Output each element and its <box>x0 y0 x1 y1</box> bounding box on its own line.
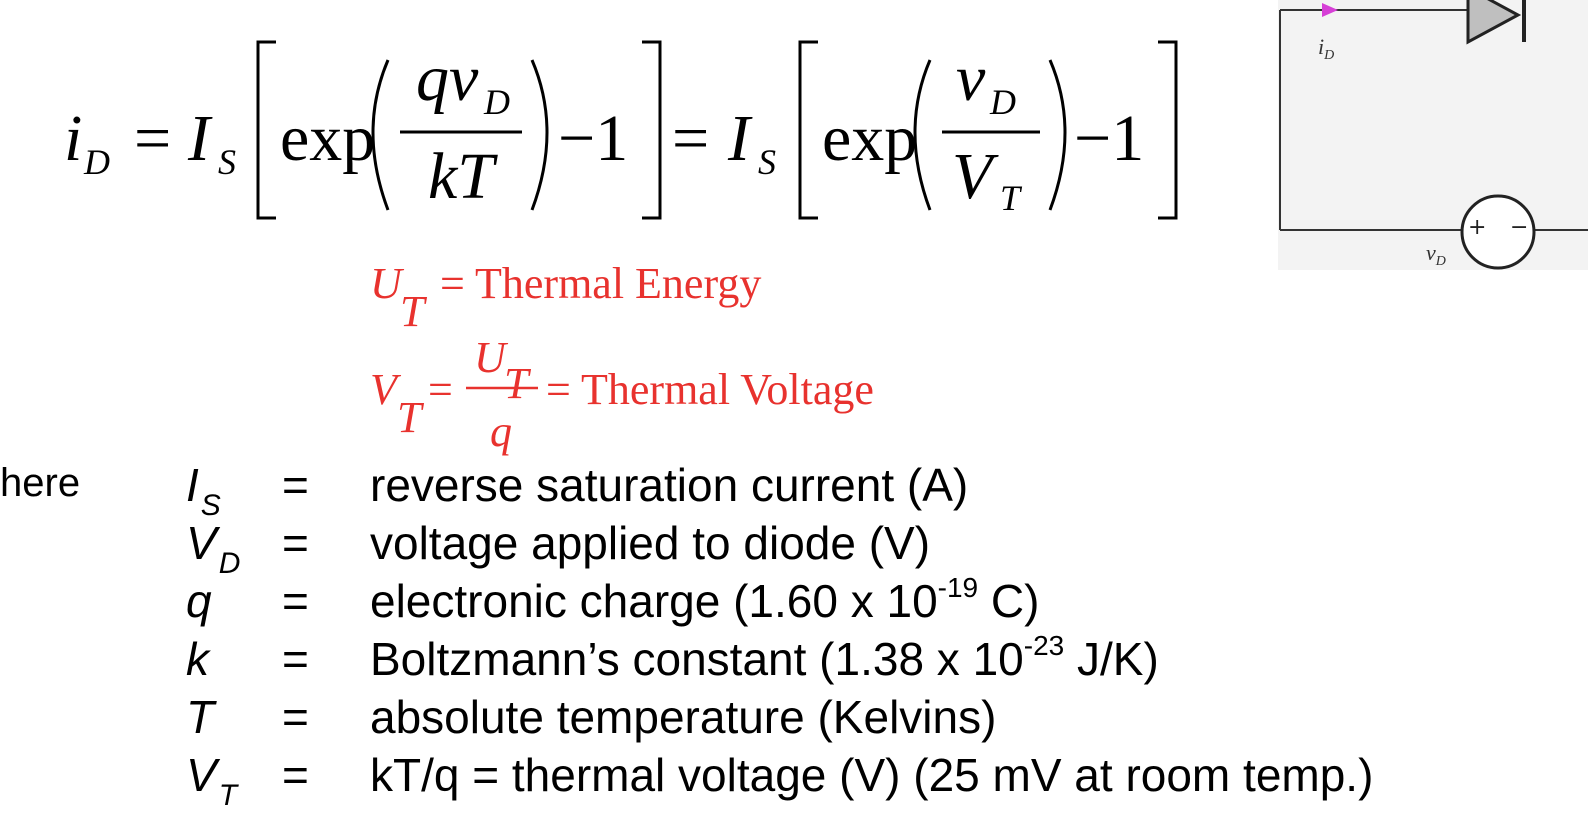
equals-1: = <box>134 102 172 175</box>
lhs-symbol: i <box>64 102 83 175</box>
vt-equals: = <box>428 365 453 414</box>
variable-description: kT/q = thermal voltage (V) (25 mV at room temp.) <box>370 749 1374 801</box>
variable-description: Boltzmann’s constant (1.38 x $10^{-23}$ J/K) <box>370 630 1159 685</box>
ut-subscript: T <box>400 287 425 336</box>
variable-row-t <box>0 691 1588 750</box>
variable-description: electronic charge (1.60 x $10^{-19}$ C) <box>370 572 1040 627</box>
voltage-label: $v_D$ <box>1426 240 1446 269</box>
numerator-1-subscript: D <box>484 82 510 122</box>
variable-equals: = <box>282 691 309 743</box>
plus-terminal: + <box>1468 215 1487 240</box>
equals-2: = <box>672 102 710 175</box>
ut-definition: = Thermal Energy <box>440 259 762 308</box>
variable-equals: = <box>282 459 309 511</box>
variable-row-q <box>0 572 1588 634</box>
numerator-1: qv <box>416 42 479 115</box>
diode-circuit <box>1278 0 1588 270</box>
variable-row-is <box>0 459 1588 522</box>
vt-symbol: V <box>370 365 397 414</box>
fraction-bar <box>466 385 540 391</box>
variable-symbol: $I_S$ <box>186 459 221 522</box>
variable-row-vt <box>0 749 1588 812</box>
is-symbol-1: I <box>188 102 210 175</box>
variable-row-k <box>0 630 1588 692</box>
minus-one-2: −1 <box>1074 102 1145 175</box>
variable-description: absolute temperature (Kelvins) <box>370 691 997 743</box>
is-subscript-1: S <box>218 142 236 182</box>
fraction-denominator: q <box>490 407 512 456</box>
variable-equals: = <box>282 517 309 569</box>
variable-symbol: $V_D$ <box>186 517 241 580</box>
variable-equals: = <box>282 575 309 627</box>
vt-subscript: T <box>397 393 422 442</box>
vt-definition: = Thermal Voltage <box>546 365 874 414</box>
lhs-subscript: D <box>84 142 110 182</box>
current-arrow-icon <box>1322 3 1338 17</box>
denominator-1: kT <box>428 140 494 213</box>
variable-row-vd <box>0 517 1588 580</box>
where-label: here <box>0 461 81 505</box>
variable-equals: = <box>282 749 309 801</box>
numerator-2: v <box>956 42 986 115</box>
diode-equation <box>58 30 1208 240</box>
denominator-2: V <box>952 140 993 213</box>
fraction-numerator: U <box>474 333 506 382</box>
numerator-2-subscript: D <box>990 82 1016 122</box>
exp-2: exp <box>822 102 918 175</box>
variable-symbol: T <box>186 691 215 743</box>
denominator-2-subscript: T <box>1000 178 1021 218</box>
variable-description: reverse saturation current (A) <box>370 459 969 511</box>
variable-description: voltage applied to diode (V) <box>370 517 931 569</box>
is-subscript-2: S <box>758 142 776 182</box>
variable-symbol: $V_T$ <box>186 749 238 812</box>
ut-symbol: U <box>370 259 402 308</box>
minus-terminal: − <box>1510 215 1529 240</box>
variable-equals: = <box>282 633 309 685</box>
equation-brackets <box>58 30 1208 240</box>
exp-1: exp <box>280 102 376 175</box>
is-symbol-2: I <box>728 102 750 175</box>
current-label: $i_D$ <box>1318 34 1335 63</box>
diode-icon <box>1468 0 1518 42</box>
fraction-numerator-subscript: T <box>504 359 529 408</box>
variable-symbol: k <box>186 633 209 685</box>
variable-symbol: q <box>186 575 212 627</box>
minus-one-1: −1 <box>558 102 629 175</box>
